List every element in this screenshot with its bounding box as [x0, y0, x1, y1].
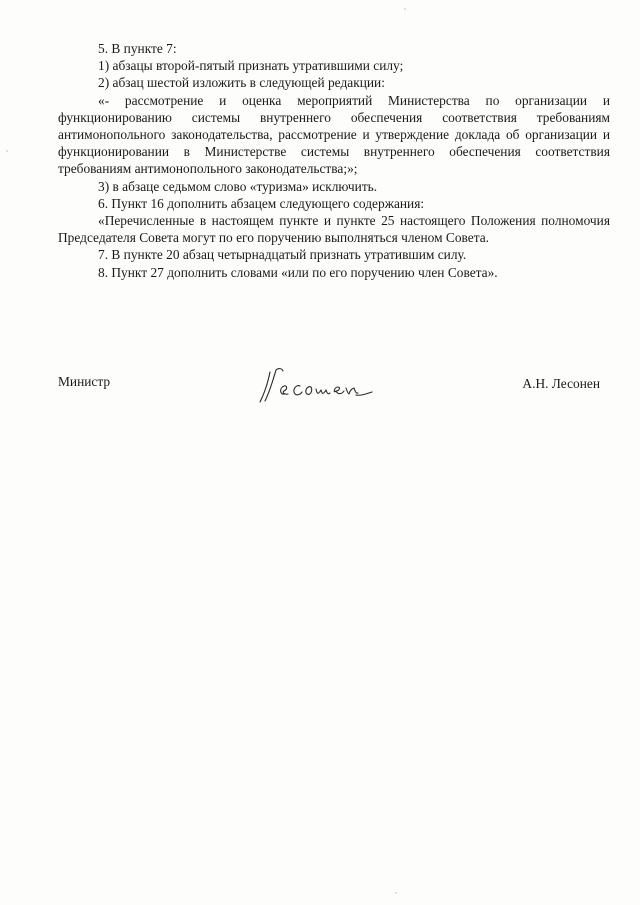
paragraph-quote-6: «Перечисленные в настоящем пункте и пункте 25 настоящего Положения полномочия Председателя Совета могут по его поручению выполняться членом Совета. [58, 213, 610, 246]
signatory-title: Министр [58, 374, 111, 389]
paragraph-item-6: 6. Пункт 16 дополнить абзацем следующего содержания: [98, 195, 425, 211]
paragraph-item-5-2: 2) абзац шестой изложить в следующей редакции: [98, 75, 385, 91]
paragraph-item-5-1: 1) абзацы второй-пятый признать утратившими силу; [98, 58, 404, 74]
paragraph-item-7: 7. В пункте 20 абзац четырнадцатый признать утратившим силу. [98, 247, 467, 263]
handwritten-signature [256, 364, 376, 408]
scan-speck [395, 892, 397, 894]
signatory-name: А.Н. Лесонен [522, 376, 600, 391]
paragraph-quote-5: «- рассмотрение и оценка мероприятий Министерства по организации и функционированию системы внутреннего обеспечения соответствия требованиям антимонопольного законодательства, рассмотрение и утверждение доклада об организации и функционировании в Министерстве системы внутреннего обеспечения соответствия требованиям антимонопольного законодательства;»; [58, 92, 610, 177]
scan-speck [404, 8, 406, 10]
paragraph-item-8: 8. Пункт 27 дополнить словами «или по его поручению член Совета». [98, 264, 498, 280]
document-body [58, 40, 610, 281]
scan-speck [6, 150, 8, 152]
paragraph-item-5-3: 3) в абзаце седьмом слово «туризма» исключить. [98, 178, 378, 194]
paragraph-item-5: 5. В пункте 7: [98, 41, 177, 56]
signature-block [58, 364, 610, 414]
